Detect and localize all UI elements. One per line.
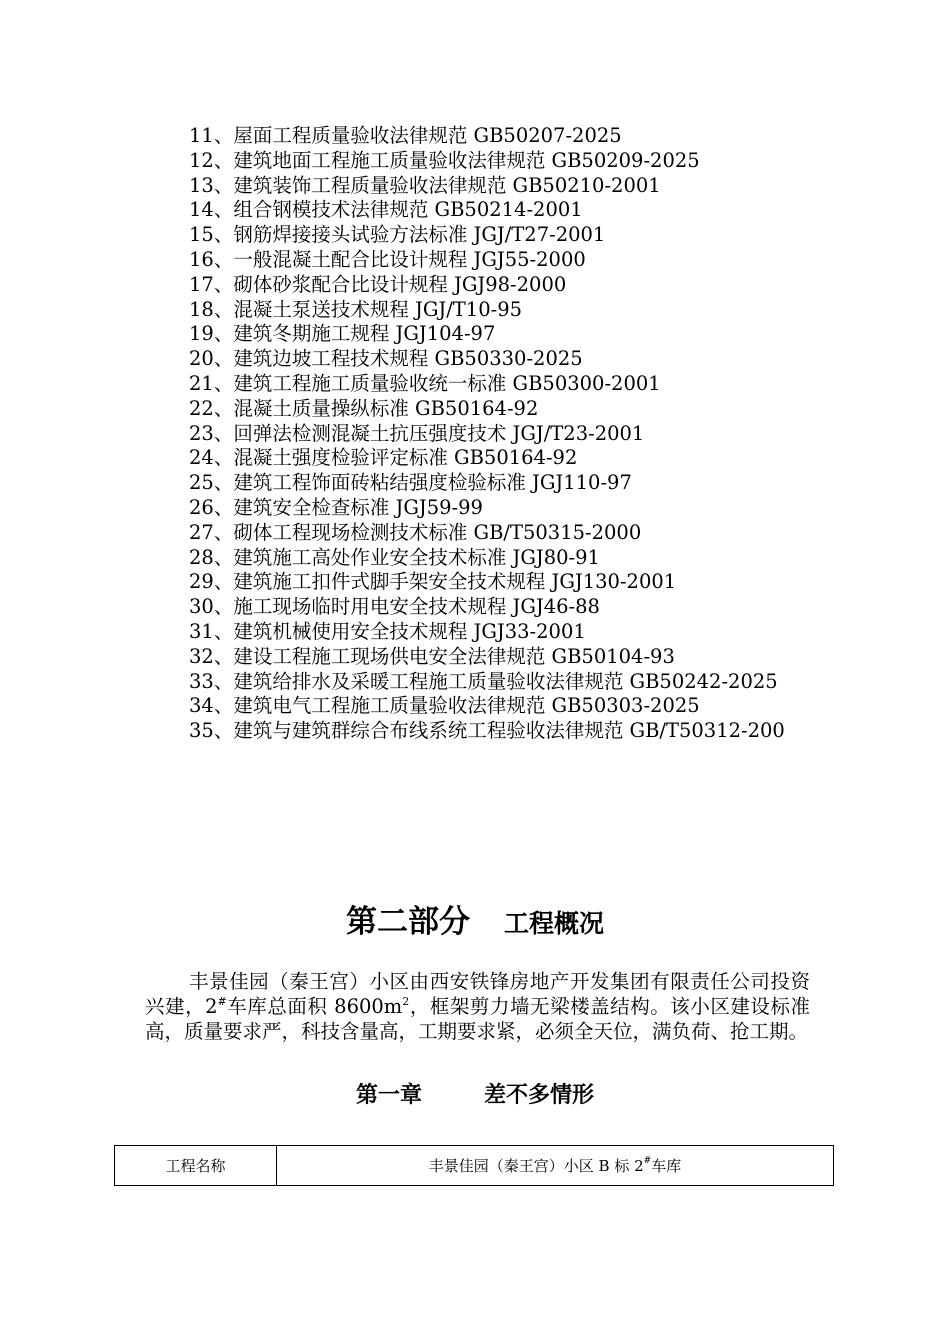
area-unit-exponent: 2 [402, 994, 410, 1008]
chapter-heading [0, 1080, 950, 1110]
list-item: 31、建筑机械使用安全技术规程 JGJ33-2001 [189, 619, 586, 643]
list-item: 34、建筑电气工程施工质量验收法律规范 GB50303-2025 [189, 694, 700, 718]
list-item: 29、建筑施工扣件式脚手架安全技术规程 JGJ130-2001 [189, 570, 677, 594]
list-item: 14、组合钢模技术法律规范 GB50214-2001 [189, 198, 583, 222]
chapter-title: 第一章 [355, 1082, 422, 1108]
project-name-value [277, 1146, 834, 1186]
list-item: 11、屋面工程质量验收法律规范 GB50207-2025 [189, 124, 622, 147]
garage-number-mark: # [643, 1156, 652, 1166]
list-item: 26、建筑安全检查标准 JGJ59-99 [189, 495, 483, 519]
garage-number-mark: # [217, 994, 227, 1008]
list-item: 35、建筑与建筑群综合布线系统工程验收法律规范 GB/T50312-200 [189, 719, 785, 743]
list-item: 33、建筑给排水及采暖工程施工质量验收法律规范 GB50242-2025 [189, 669, 778, 693]
part-title: 第二部分 [345, 904, 470, 940]
list-item: 12、建筑地面工程施工质量验收法律规范 GB50209-2025 [189, 148, 700, 172]
project-name-label: 工程名称 [115, 1146, 277, 1186]
table-row [115, 1146, 834, 1186]
overview-paragraph [145, 970, 810, 1044]
project-name-text: 丰景佳园（秦王宫）小区 B 标 2 [428, 1157, 644, 1175]
list-item: 22、混凝土质量操纵标准 GB50164-92 [189, 396, 539, 420]
list-item: 21、建筑工程施工质量验收统一标准 GB50300-2001 [189, 371, 661, 395]
list-item: 25、建筑工程饰面砖粘结强度检验标准 JGJ110-97 [189, 471, 632, 495]
list-item: 30、施工现场临时用电安全技术规程 JGJ46-88 [189, 595, 600, 619]
list-item: 23、回弹法检测混凝土抗压强度技术 JGJ/T23-2001 [189, 421, 645, 445]
list-item: 16、一般混凝土配合比设计规程 JGJ55-2000 [189, 247, 586, 271]
standards-list [145, 124, 810, 744]
part-heading [0, 902, 950, 944]
list-item: 28、建筑施工高处作业安全技术标准 JGJ80-91 [189, 545, 600, 569]
list-item: 24、混凝土强度检验评定标准 GB50164-92 [189, 446, 578, 470]
overview-text-a: 丰景佳园（秦王宫）小区由西安铁锋房地产开发集团有限责任公司投资兴建，2 [145, 970, 810, 1018]
project-name-suffix: 车库 [651, 1157, 682, 1175]
part-subtitle: 工程概况 [503, 909, 604, 938]
project-info-table [114, 1145, 834, 1186]
list-item: 32、建设工程施工现场供电安全法律规范 GB50104-93 [189, 644, 675, 668]
list-item: 27、砌体工程现场检测技术标准 GB/T50315-2000 [189, 520, 642, 544]
list-item: 15、钢筋焊接接头试验方法标准 JGJ/T27-2001 [189, 223, 606, 247]
list-item: 17、砌体砂浆配合比设计规程 JGJ98-2000 [189, 272, 567, 296]
chapter-subtitle: 差不多情形 [484, 1082, 595, 1108]
list-item: 18、混凝土泵送技术规程 JGJ/T10-95 [189, 297, 523, 321]
overview-text-b: 车库总面积 8600m [226, 994, 403, 1018]
list-item: 13、建筑装饰工程质量验收法律规范 GB50210-2001 [189, 173, 661, 197]
overview-text-c: ，框架剪力墙无梁楼盖结构。该小区建设标准高，质量要求严，科技含量高，工期要求紧，必须全天位，满负荷、抢工期。 [145, 994, 810, 1043]
list-item: 20、建筑边坡工程技术规程 GB50330-2025 [189, 347, 583, 371]
list-item: 19、建筑冬期施工规程 JGJ104-97 [189, 322, 496, 346]
